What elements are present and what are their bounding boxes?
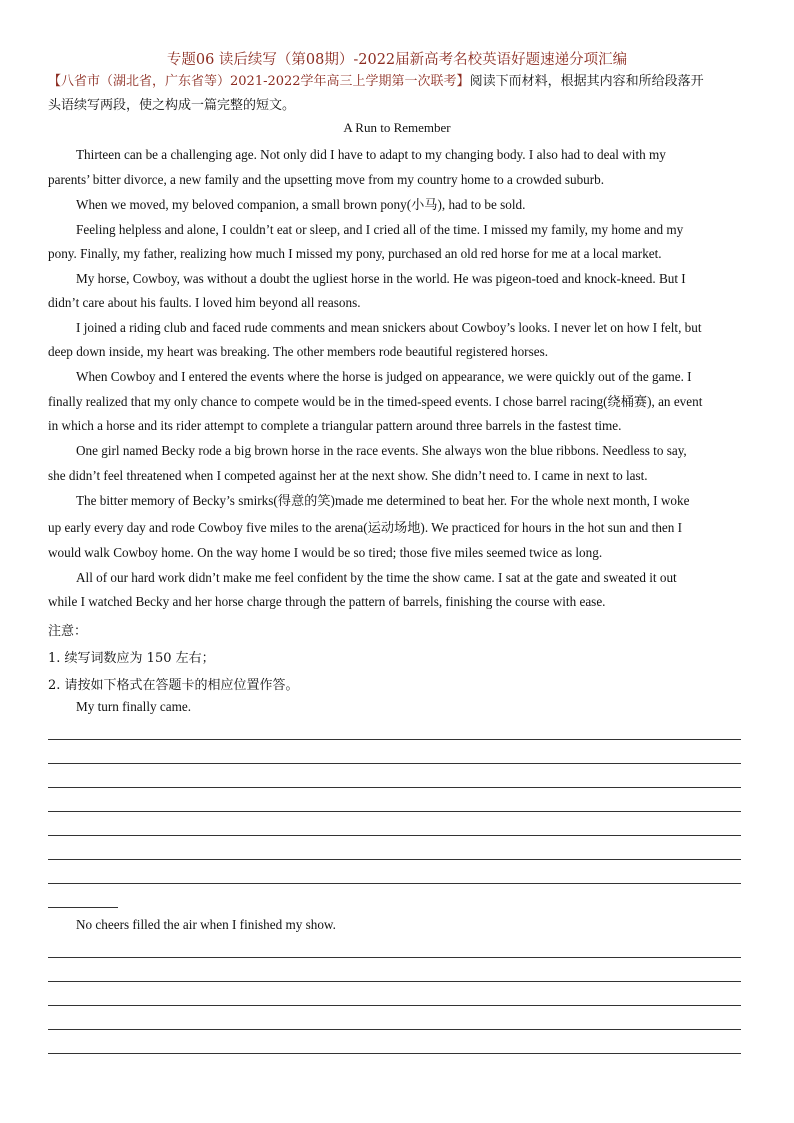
source-instruction [48, 70, 748, 94]
story-line: in which a horse and its rider attempt to complete a triangular pattern around three barrels in the fastest time. [48, 418, 622, 433]
answer-line [48, 883, 741, 884]
notes-heading: 注意： [48, 624, 88, 639]
story-line: My horse, Cowboy, was without a doubt the ugliest horse in the world. He was pigeon-toed and knock-kneed. But I [76, 271, 686, 286]
source-tag: 【八省市（湖北省，广东省等）2021-2022学年高三上学期第一次联考】 [48, 74, 470, 89]
note-item-1: 1. 续写词数应为 150 左右； [48, 651, 215, 666]
instruction-text-b: 头语续写两段，使之构成一篇完整的短文。 [48, 98, 296, 113]
paragraph-prompt-2: No cheers filled the air when I finished my show. [76, 917, 336, 932]
answer-line [48, 1029, 741, 1030]
answer-line [48, 763, 741, 764]
story-title: A Run to Remember [343, 120, 451, 135]
story-line: When we moved, my beloved companion, a small brown pony(小马), had to be sold. [76, 197, 526, 212]
story-line: deep down inside, my heart was breaking. The other members rode beautiful registered horses. [48, 344, 548, 359]
story-line: When Cowboy and I entered the events where the horse is judged on appearance, we were quickly out of the game. I [76, 369, 692, 384]
answer-line [48, 739, 741, 740]
answer-line [48, 787, 741, 788]
answer-line [48, 859, 741, 860]
note-item-2: 2. 请按如下格式在答题卡的相应位置作答。 [48, 678, 299, 693]
answer-line [48, 1053, 741, 1054]
answer-line [48, 1005, 741, 1006]
answer-line-short [48, 907, 118, 908]
instruction-text-a: 阅读下而材料，根据其内容和所给段落开 [469, 74, 704, 89]
story-line: The bitter memory of Becky’s smirks(得意的笑)made me determined to beat her. For the whole next month, I woke [76, 493, 690, 508]
story-line: I joined a riding club and faced rude comments and mean snickers about Cowboy’s looks. I never let on how I felt, but [76, 320, 702, 335]
answer-line [48, 957, 741, 958]
story-line: Feeling helpless and alone, I couldn’t eat or sleep, and I cried all of the time. I missed my family, my home and my [76, 222, 684, 237]
story-line: didn’t care about his faults. I loved him beyond all reasons. [48, 295, 361, 310]
story-line: she didn’t feel threatened when I competed against her at the next show. She didn’t need to. I came in next to last. [48, 468, 648, 483]
story-line: up early every day and rode Cowboy five miles to the arena(运动场地). We practiced for hours in the hot sun and then I [48, 520, 683, 535]
story-line: All of our hard work didn’t make me feel confident by the time the show came. I sat at the gate and sweated it out [76, 570, 677, 585]
story-line: One girl named Becky rode a big brown horse in the race events. She always won the blue ribbons. Needless to say, [76, 443, 687, 458]
answer-line [48, 835, 741, 836]
story-line: while I watched Becky and her horse charge through the pattern of barrels, finishing the course with ease. [48, 594, 606, 609]
paragraph-prompt-1: My turn finally came. [76, 699, 191, 714]
story-line: Thirteen can be a challenging age. Not only did I have to adapt to my changing body. I also had to deal with my [76, 147, 666, 162]
answer-line [48, 811, 741, 812]
page-title: 专题06 读后续写（第08期）-2022届新高考名校英语好题速递分项汇编 [166, 52, 628, 68]
story-line: would walk Cowboy home. On the way home I would be so tired; those five miles seemed twice as long. [48, 545, 603, 560]
story-line: pony. Finally, my father, realizing how much I missed my pony, purchased an old red horse for me at a local market. [48, 246, 662, 261]
story-line: finally realized that my only chance to compete would be in the timed-speed events. I chose barrel racing(绕桶赛), an event [48, 394, 703, 409]
answer-line [48, 981, 741, 982]
story-line: parents’ bitter divorce, a new family and the upsetting move from my country home to a crowded suburb. [48, 172, 605, 187]
